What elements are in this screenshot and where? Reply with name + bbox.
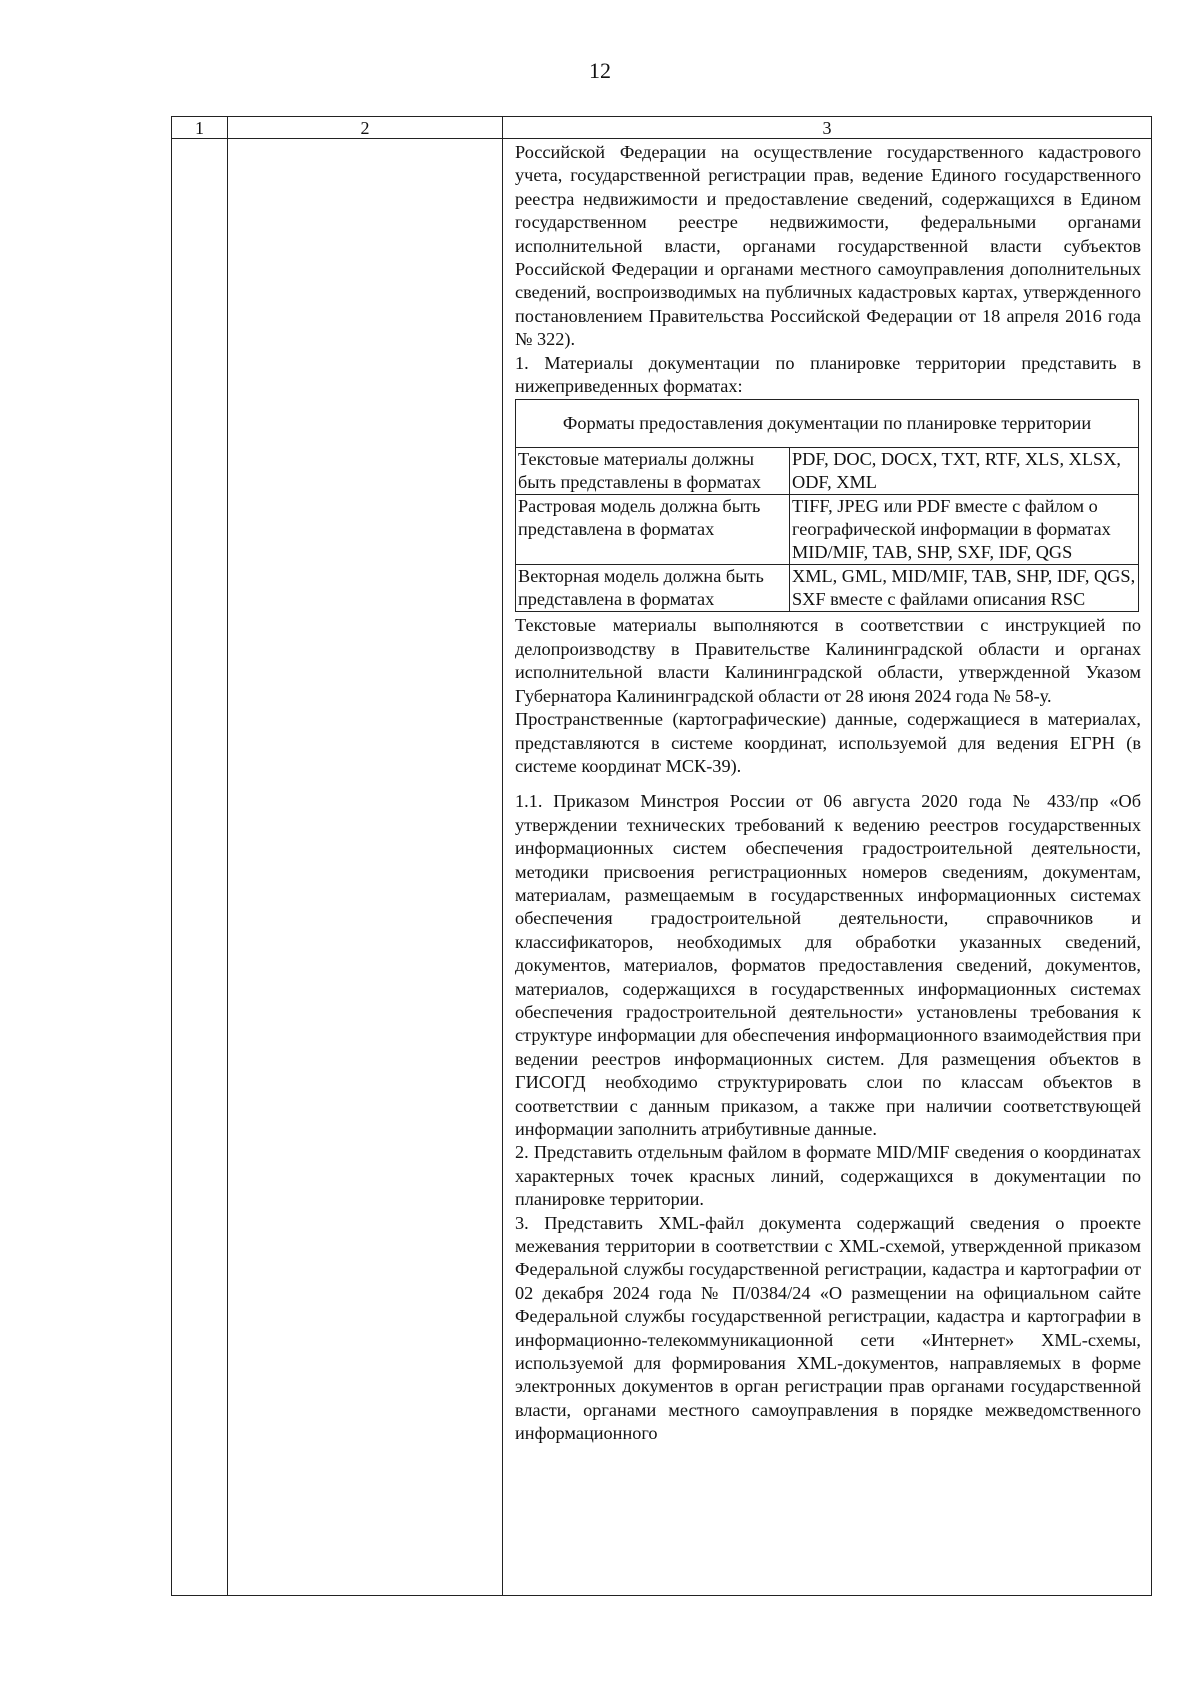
- body-col-1: [172, 139, 228, 1596]
- format-value: TIFF, JPEG или PDF вместе с файлом о географической информации в форматах MID/MIF, TAB, SHP, SXF, IDF, QGS: [790, 495, 1139, 565]
- formats-table-title: Форматы предоставления документации по планировке территории: [516, 400, 1139, 448]
- formats-table-title-row: [516, 400, 1139, 448]
- paragraph: 2. Представить отдельным файлом в формате MID/MIF сведения о координатах характерных точек красных линий, содержащихся в документации по планировке территории.: [515, 1142, 1141, 1210]
- paragraph: 3. Представить XML-файл документа содержащий сведения о проекте межевания территории в соответствии с XML-схемой, утвержденной приказом Федеральной службы государственной регистрации, кадастра и картографии от 02 декабря 2024 года № П/0384/24 «О размещении на официальном сайте Федеральной службы государственной регистрации, кадастра и картографии в информационно-телекоммуникационной сети «Интернет» XML-схемы, используемой для формирования XML-документов, направляемых в форме электронных документов в орган регистрации прав органами государственной власти, органами местного самоуправления в порядке межведомственного информационного: [515, 1212, 1141, 1444]
- format-value: PDF, DOC, DOCX, TXT, RTF, XLS, XLSX, ODF, XML: [790, 448, 1139, 495]
- formats-table-row: [516, 495, 1139, 565]
- format-label: Векторная модель должна быть представлена в форматах: [516, 565, 790, 612]
- paragraph: 1.1. Приказом Минстроя России от 06 августа 2020 года № 433/пр «Об утверждении технических требований к ведению реестров государственных информационных систем обеспечения градостроительной деятельности, методики присвоения регистрационных номеров сведениям, документам, материалам, размещаемым в государственных информационных системах обеспечения градостроительной деятельности, справочников и классификаторов, необходимых для обработки указанных сведений, документов, материалов, форматов предоставления сведений, документов, материалов, содержащихся в государственных информационных системах обеспечения градостроительной деятельности» установлены требования к структуре информации для обеспечения информационного взаимодействия при ведении реестров информационных систем. Для размещения объектов в ГИСОГД необходимо структурировать слои по классам объектов в соответствии с данным приказом, а также при наличии соответствующей информации заполнить атрибутивные данные.: [515, 791, 1141, 1139]
- formats-table-row: [516, 565, 1139, 612]
- table-header-row: [172, 117, 1152, 139]
- format-value: XML, GML, MID/MIF, TAB, SHP, IDF, QGS, SXF вместе с файлами описания RSC: [790, 565, 1139, 612]
- format-label: Растровая модель должна быть представлена в форматах: [516, 495, 790, 565]
- formats-table: [515, 399, 1139, 612]
- paragraph: Российской Федерации на осуществление государственного кадастрового учета, государственной регистрации прав, ведение Единого государственного реестра недвижимости и предоставление сведений, содержащихся в Едином государственном реестре недвижимости, федеральными органами исполнительной власти, органами государственной власти субъектов Российской Федерации и органами местного самоуправления дополнительных сведений, воспроизводимых на публичных кадастровых картах, утвержденного постановлением Правительства Российской Федерации от 18 апреля 2016 года № 322).: [515, 142, 1141, 350]
- page-number: 12: [589, 58, 611, 83]
- requirements-table: [171, 116, 1152, 1596]
- formats-table-row: [516, 448, 1139, 495]
- header-col-2: 2: [228, 117, 503, 139]
- paragraph: 1. Материалы документации по планировке территории представить в нижеприведенных форматах:: [515, 352, 1141, 397]
- body-col-2: [228, 139, 503, 1596]
- format-label: Текстовые материалы должны быть представлены в форматах: [516, 448, 790, 495]
- content-text: [503, 139, 1151, 1595]
- table-body-row: [172, 139, 1152, 1596]
- paragraph: Текстовые материалы выполняются в соответствии с инструкцией по делопроизводству в Правительстве Калининградской области и органах исполнительной власти Калининградской области, утвержденной Указом Губернатора Калининградской области от 28 июня 2024 года № 58-у.: [515, 615, 1141, 706]
- paragraph: Пространственные (картографические) данные, содержащиеся в материалах, представляются в системе координат, используемой для ведения ЕГРН (в системе координат МСК-39).: [515, 709, 1141, 776]
- header-col-3: 3: [503, 117, 1152, 139]
- body-col-3: [503, 139, 1152, 1596]
- header-col-1: 1: [172, 117, 228, 139]
